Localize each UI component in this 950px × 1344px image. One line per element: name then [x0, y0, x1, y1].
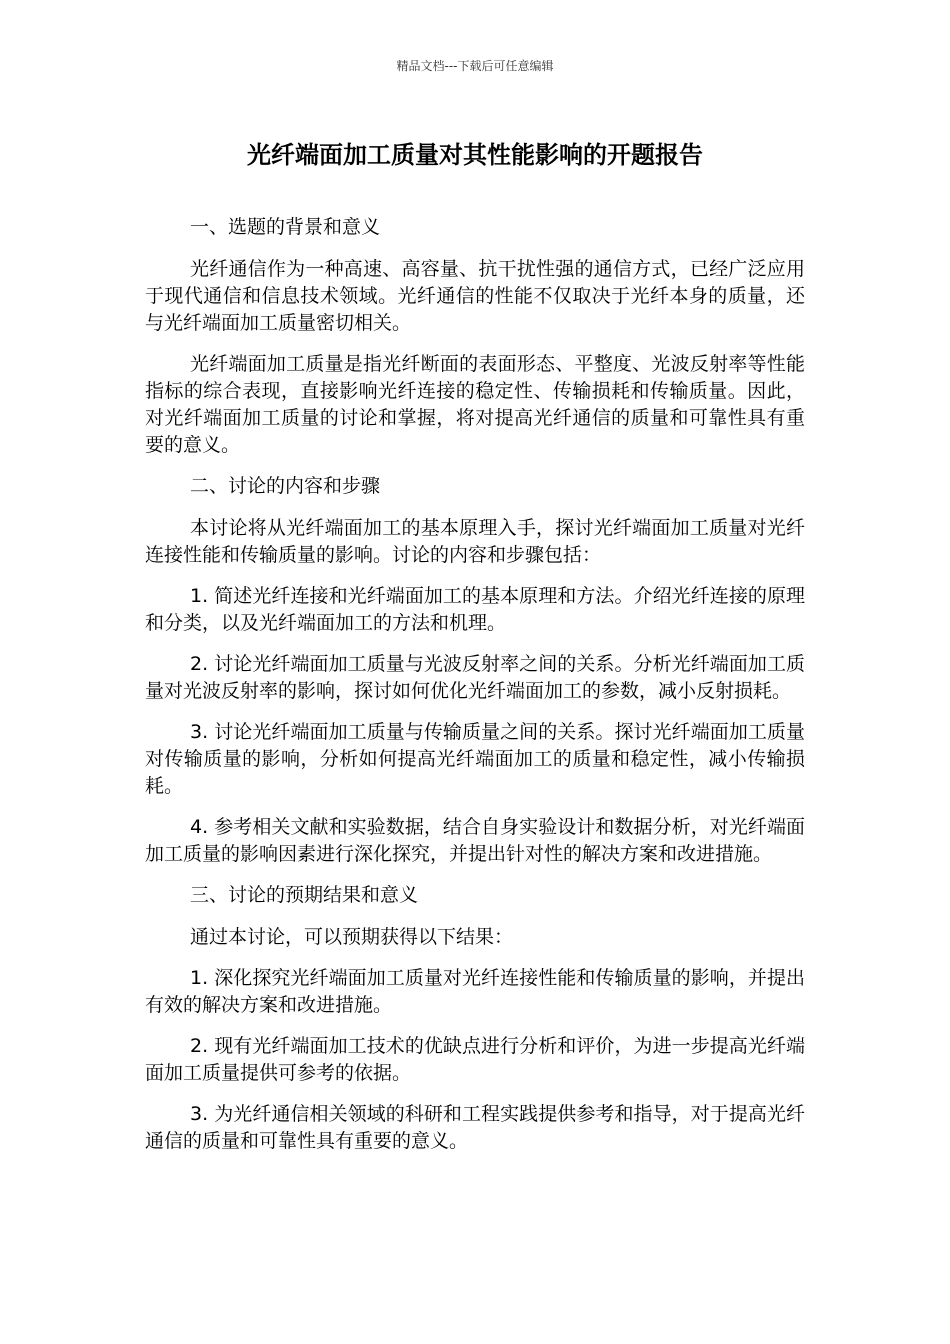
page-header: 精品文档---下载后可任意编辑	[396, 59, 554, 73]
list-item: 2. 讨论光纤端面加工质量与光波反射率之间的关系。分析光纤端面加工质量对光波反射率的影响，探讨如何优化光纤端面加工的参数，减小反射损耗。	[145, 653, 805, 702]
list-item: 3. 讨论光纤端面加工质量与传输质量之间的关系。探讨光纤端面加工质量对传输质量的影响，分析如何提高光纤端面加工的质量和稳定性，减小传输损耗。	[145, 721, 805, 797]
list-item: 1. 简述光纤连接和光纤端面加工的基本原理和方法。介绍光纤连接的原理和分类，以及光纤端面加工的方法和机理。	[145, 585, 805, 634]
section-heading-2: 二、讨论的内容和步骤	[190, 475, 381, 497]
paragraph: 通过本讨论，可以预期获得以下结果：	[190, 926, 514, 948]
section-heading-3: 三、讨论的预期结果和意义	[190, 884, 419, 906]
document-body	[145, 214, 805, 1169]
list-item: 3. 为光纤通信相关领域的科研和工程实践提供参考和指导，对于提高光纤通信的质量和可靠性具有重要的意义。	[145, 1103, 805, 1152]
paragraph: 本讨论将从光纤端面加工的基本原理入手，探讨光纤端面加工质量对光纤连接性能和传输质量的影响。讨论的内容和步骤包括：	[145, 517, 805, 566]
document-title: 光纤端面加工质量对其性能影响的开题报告	[247, 141, 703, 169]
paragraph: 光纤端面加工质量是指光纤断面的表面形态、平整度、光波反射率等性能指标的综合表现，直接影响光纤连接的稳定性、传输损耗和传输质量。因此，对光纤端面加工质量的讨论和掌握，将对提高光纤通信的质量和可靠性具有重要的意义。	[145, 353, 805, 456]
paragraph: 光纤通信作为一种高速、高容量、抗干扰性强的通信方式，已经广泛应用于现代通信和信息技术领域。光纤通信的性能不仅取决于光纤本身的质量，还与光纤端面加工质量密切相关。	[145, 258, 805, 334]
section-heading-1: 一、选题的背景和意义	[190, 216, 381, 238]
list-item: 1. 深化探究光纤端面加工质量对光纤连接性能和传输质量的影响，并提出有效的解决方案和改进措施。	[145, 967, 805, 1016]
list-item: 4. 参考相关文献和实验数据，结合自身实验设计和数据分析，对光纤端面加工质量的影响因素进行深化探究，并提出针对性的解决方案和改进措施。	[145, 816, 805, 865]
list-item: 2. 现有光纤端面加工技术的优缺点进行分析和评价，为进一步提高光纤端面加工质量提供可参考的依据。	[145, 1035, 805, 1084]
